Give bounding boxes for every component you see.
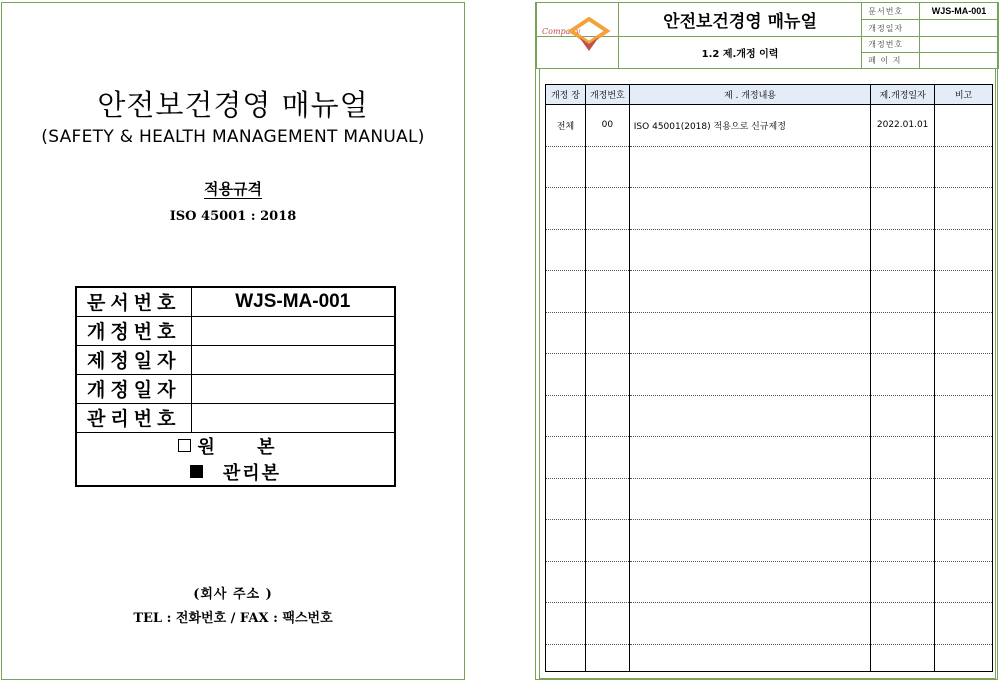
table-cell [585,395,629,437]
table-row [546,354,993,396]
column-header: 제 . 개정내용 [629,85,870,105]
table-cell [935,520,993,562]
table-cell [871,312,935,354]
info-value [191,316,395,345]
table-cell [546,229,586,271]
logo-text: Company [542,27,581,36]
table-cell [935,188,993,230]
meta-label: 페 이 지 [862,53,920,69]
checkbox-filled-icon [190,465,203,478]
table-row [546,271,993,313]
table-cell [585,146,629,188]
table-cell [629,312,870,354]
cover-page [1,2,465,680]
table-cell [585,603,629,645]
table-cell [871,520,935,562]
copy-type-cell [76,432,395,486]
table-cell: 2022.01.01 [871,105,935,147]
table-cell [585,188,629,230]
table-row [546,520,993,562]
column-header: 개정번호 [585,85,629,105]
copy-original-label: 원 본 [197,436,293,458]
revision-header-row [546,85,993,105]
table-cell [871,354,935,396]
checkbox-empty-icon [178,439,191,452]
info-label: 문서번호 [76,287,191,316]
table-row [546,561,993,603]
table-cell [546,603,586,645]
standard-label: 적용규격 [204,180,262,198]
meta-label: 문서번호 [862,3,920,20]
table-cell [585,271,629,313]
table-cell [871,561,935,603]
table-cell [546,354,586,396]
table-row [546,437,993,479]
revision-table [545,84,993,672]
table-cell [935,312,993,354]
info-value [191,345,395,374]
table-cell [935,395,993,437]
meta-label: 개정일자 [862,20,920,37]
table-cell [935,561,993,603]
copy-controlled [190,459,281,485]
meta-value [920,20,999,37]
table-cell [935,271,993,313]
table-cell [585,437,629,479]
table-cell [935,146,993,188]
cover-title: 안전보건경영 매뉴얼 [97,88,369,122]
table-cell [871,478,935,520]
company-address: (회사 주소 ) [193,587,273,602]
info-label: 개정일자 [76,374,191,403]
table-cell [629,354,870,396]
table-cell [871,188,935,230]
table-row [546,395,993,437]
column-header: 개정 장 [546,85,586,105]
table-cell [871,146,935,188]
standard-value: ISO 45001 : 2018 [169,209,297,224]
table-cell [935,105,993,147]
table-row [546,312,993,354]
meta-value: WJS-MA-001 [920,3,999,20]
cover-subtitle: (SAFETY & HEALTH MANAGEMENT MANUAL) [41,127,425,147]
company-logo [537,3,619,37]
table-cell [629,561,870,603]
table-cell [629,478,870,520]
header-subtitle: 1.2 제.개정 이력 [618,37,861,69]
table-cell [871,644,935,671]
table-cell: ISO 45001(2018) 적용으로 신규제정 [629,105,870,147]
info-label: 제정일자 [76,345,191,374]
table-cell [871,271,935,313]
table-cell [629,520,870,562]
logo-spacer [537,37,619,69]
table-cell: 00 [585,105,629,147]
table-cell [546,644,586,671]
header-title: 안전보건경영 매뉴얼 [618,3,861,37]
column-header: 제.개정일자 [871,85,935,105]
table-cell [546,520,586,562]
info-value [191,374,395,403]
info-row [76,287,395,316]
table-cell [871,395,935,437]
table-cell [629,271,870,313]
meta-value [920,53,999,69]
revision-rows [546,105,993,672]
table-row [546,603,993,645]
info-row [76,403,395,432]
table-cell [871,229,935,271]
table-cell [935,229,993,271]
company-contact: TEL : 전화번호 / FAX : 팩스번호 [133,611,333,626]
table-cell [585,520,629,562]
meta-value [920,37,999,53]
table-cell [935,603,993,645]
document-info-table [75,286,396,487]
table-cell [585,561,629,603]
info-row [76,345,395,374]
info-row [76,374,395,403]
table-cell [546,395,586,437]
table-cell [935,478,993,520]
copy-controlled-label: 관리본 [222,462,282,484]
table-cell [546,188,586,230]
table-cell [629,229,870,271]
table-row [546,229,993,271]
table-cell [871,603,935,645]
table-cell: 전체 [546,105,586,147]
table-cell [629,395,870,437]
revision-history-page [535,2,998,680]
info-value [191,403,395,432]
table-cell [585,644,629,671]
table-row [546,644,993,671]
table-cell [546,271,586,313]
info-row [76,316,395,345]
table-row [546,478,993,520]
meta-label: 개정번호 [862,37,920,53]
table-row [546,105,993,147]
table-cell [585,354,629,396]
table-cell [546,561,586,603]
table-cell [935,644,993,671]
table-cell [585,229,629,271]
table-row [546,188,993,230]
table-row [546,146,993,188]
info-label: 관리번호 [76,403,191,432]
table-cell [935,437,993,479]
table-cell [585,312,629,354]
copy-original [178,433,292,459]
table-cell [546,146,586,188]
table-cell [546,478,586,520]
info-label: 개정번호 [76,316,191,345]
table-cell [871,437,935,479]
revision-frame [539,68,996,679]
table-cell [629,603,870,645]
table-cell [546,437,586,479]
table-cell [629,146,870,188]
table-cell [935,354,993,396]
column-header: 비고 [935,85,993,105]
copy-type-row [76,432,395,486]
table-cell [629,644,870,671]
table-cell [546,312,586,354]
table-cell [629,188,870,230]
table-cell [629,437,870,479]
info-value: WJS-MA-001 [191,287,395,316]
page-header [536,2,999,69]
table-cell [585,478,629,520]
